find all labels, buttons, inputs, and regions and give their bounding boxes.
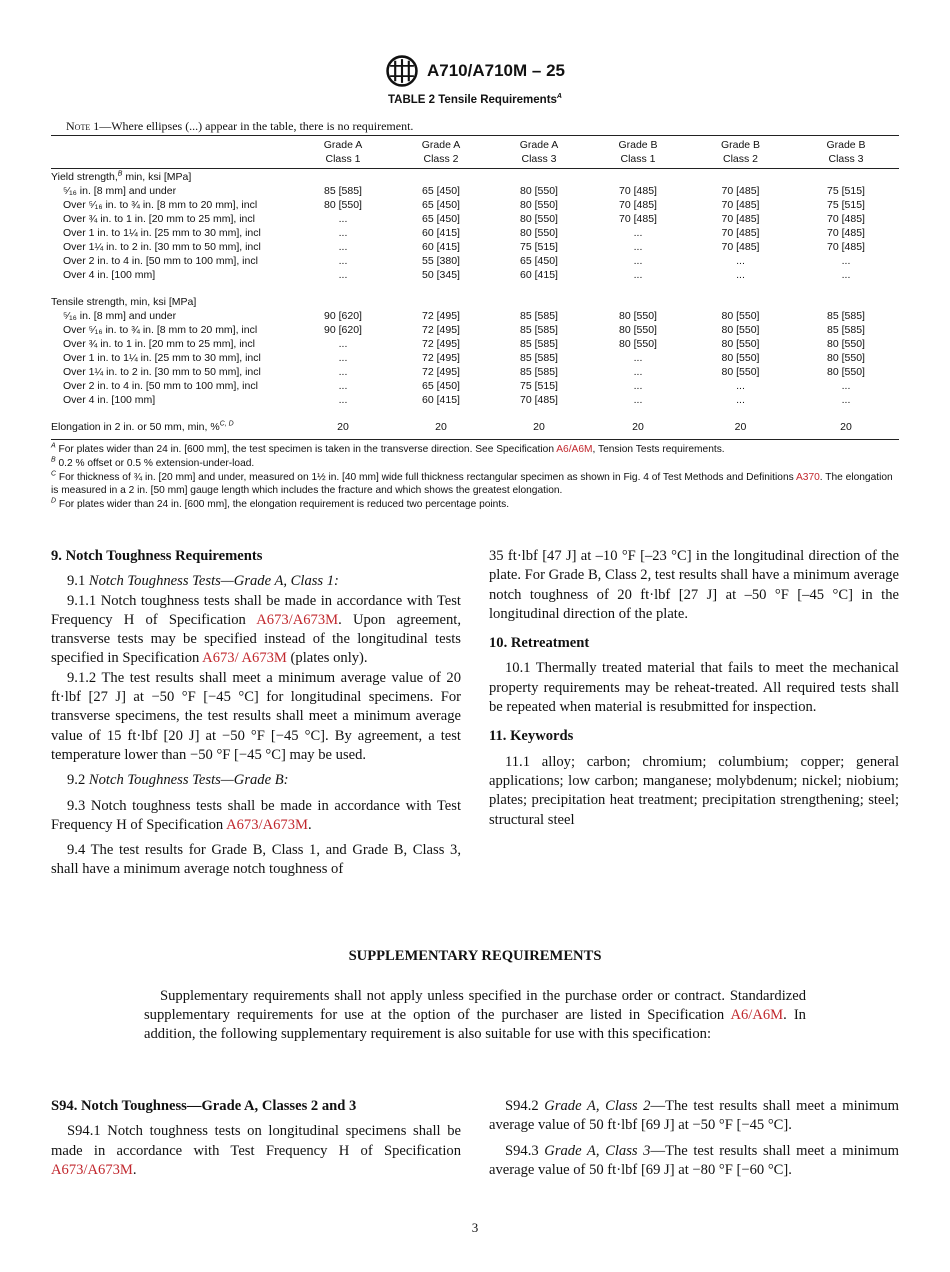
table-cell: 75 [515] — [827, 185, 865, 197]
column-header: Grade B Class 2 — [720, 139, 761, 165]
paragraph-9-1-1: 9.1.1 Notch toughness tests shall be made in accordance with Test Frequency H of Specification A673/A673M. Upon agreement, transverse tests may be specified instead of the longitudinal tests specified in Specification A673/ A673M (plates only). — [51, 592, 461, 667]
s94-left-column — [51, 1097, 461, 1180]
table-cell: 55 [380] — [422, 255, 460, 267]
table-cell: ... — [338, 338, 348, 350]
table-cell: 85 [585] — [520, 310, 558, 322]
paragraph-10-1: 10.1 Thermally treated material that fails to meet the mechanical property requirements may be reheat-treated. All required tests shall be repeated when material is resubmitted for inspection. — [489, 660, 899, 716]
tensile-row — [51, 379, 899, 393]
table-cell: ... — [338, 366, 348, 378]
right-column — [489, 547, 899, 830]
yield-row — [51, 254, 899, 268]
supplementary-title: SUPPLEMENTARY REQUIREMENTS — [348, 948, 602, 964]
table-cell: 85 [585] — [520, 366, 558, 378]
table-cell: 72 [495] — [422, 310, 460, 322]
table-cell: ... — [736, 380, 745, 392]
table-cell: 80 [550] — [520, 227, 558, 239]
row-label: Over 1 in. to 1¼ in. [25 mm to 30 mm], incl — [63, 352, 261, 364]
paragraph-11-1: 11.1 alloy; carbon; chromium; columbium; copper; general applications; low carbon; manganese; molybdenum; nickel; niobium; plates; precipitation heat treatment; precipitation strengthening; steel; structural steel — [489, 753, 899, 828]
link-a673[interactable]: A673/ A673M — [202, 650, 287, 667]
table-cell: 75 [515] — [520, 380, 558, 392]
yield-row — [51, 198, 899, 212]
paragraph-9-2: 9.2 Notch Toughness Tests—Grade B: — [67, 772, 289, 789]
row-label: Over ¾ in. to 1 in. [20 mm to 25 mm], incl — [63, 213, 255, 225]
yield-row — [51, 240, 899, 254]
table-cell: 80 [550] — [827, 352, 865, 364]
yield-row — [51, 212, 899, 226]
table-cell: 80 [550] — [827, 366, 865, 378]
table-cell: 70 [485] — [827, 227, 865, 239]
table-cell: 20 — [840, 421, 852, 433]
table-cell: 85 [585] — [827, 310, 865, 322]
s94-right-column — [489, 1097, 899, 1180]
table-cell: 70 [485] — [827, 213, 865, 225]
s94-heading: S94. Notch Toughness—Grade A, Classes 2 and 3 — [51, 1098, 357, 1114]
table-top-rule — [51, 135, 899, 136]
row-label: Over 4 in. [100 mm] — [63, 269, 156, 281]
link-a673[interactable]: A673/A673M — [226, 816, 308, 833]
left-column — [51, 547, 461, 880]
table-cell: ... — [633, 352, 643, 364]
table-bottom-rule — [51, 439, 899, 440]
table-cell: 80 [550] — [520, 213, 558, 225]
table-cell: 80 [550] — [827, 338, 865, 350]
column-header: Grade A Class 1 — [323, 139, 363, 165]
table-cell: 80 [550] — [721, 324, 760, 336]
footnote-a: $^A$ For plates wider than 24 in. [600 mm], the test specimen is taken in the transverse direction. See Specification A6/A6M, Tension Tests requirements. — [51, 442, 725, 455]
table-cell: ... — [338, 269, 348, 281]
row-label: Elongation in 2 in. or 50 mm, min, %$^{C, D}$ — [51, 420, 234, 433]
column-header: Grade B Class 3 — [826, 139, 866, 165]
table-cell: ... — [633, 380, 643, 392]
table-cell: 70 [485] — [619, 185, 657, 197]
table-cell: 70 [485] — [619, 199, 657, 211]
table-cell: 70 [485] — [721, 213, 760, 225]
table-cell: 70 [485] — [520, 394, 558, 406]
row-label: Over ⁵⁄₁₆ in. to ¾ in. [8 mm to 20 mm], incl — [63, 199, 258, 211]
table-cell: ... — [736, 394, 745, 406]
document-id: A710/A710M – 25 — [427, 61, 565, 80]
paragraph-9-1: 9.1 Notch Toughness Tests—Grade A, Class 1: — [67, 573, 339, 590]
table-cell: 90 [620] — [324, 310, 362, 322]
row-label: Over 1¼ in. to 2 in. [30 mm to 50 mm], incl — [63, 241, 261, 253]
table-cell: ... — [338, 394, 348, 406]
table-cell: 65 [450] — [520, 255, 558, 267]
table-cell: 60 [415] — [422, 394, 460, 406]
paragraph-9-3: 9.3 Notch toughness tests shall be made in accordance with Test Frequency H of Specification A673/A673M. — [51, 797, 461, 833]
table-cell: ... — [338, 255, 348, 267]
table-cell: 75 [515] — [827, 199, 865, 211]
table-cell: 80 [550] — [520, 199, 558, 211]
footnote-c: $^C$ For thickness of ¾ in. [20 mm] and under, measured on 1½ in. [40 mm] wide full thickness rectangular specimen as shown in Fig. 4 of Test Methods and Definitions A370. The elongation is measured in a 2 in. [50 mm] gauge length which includes the fracture and which shows the greatest elongation. — [51, 470, 893, 497]
table-cell: 72 [495] — [422, 366, 460, 378]
page-header — [0, 54, 950, 88]
table-cell: 80 [550] — [324, 199, 362, 211]
row-label: ⁵⁄₁₆ in. [8 mm] and under — [63, 310, 177, 322]
table-cell: 85 [585] — [324, 185, 362, 197]
table-cell: ... — [338, 227, 348, 239]
astm-logo-icon — [385, 54, 419, 88]
table-cell: 80 [550] — [721, 310, 760, 322]
table-cell: ... — [338, 213, 348, 225]
table-cell: ... — [736, 269, 745, 281]
table-cell: 70 [485] — [619, 213, 657, 225]
row-label: Over 2 in. to 4 in. [50 mm to 100 mm], incl — [63, 255, 258, 267]
yield-row — [51, 184, 899, 198]
table-cell: 70 [485] — [721, 227, 760, 239]
row-label: Over 4 in. [100 mm] — [63, 394, 156, 406]
tensile-row — [51, 309, 899, 323]
table-cell: 80 [550] — [619, 338, 657, 350]
table-cell: 85 [585] — [520, 338, 558, 350]
table-footnotes — [51, 443, 901, 512]
row-label: Over 1¼ in. to 2 in. [30 mm to 50 mm], incl — [63, 366, 261, 378]
section-10-heading: 10. Retreatment — [489, 635, 590, 652]
table-cell: 85 [585] — [827, 324, 865, 336]
table-note: Note 1—Where ellipses (...) appear in the table, there is no requirement. — [66, 119, 414, 133]
row-label: Over ¾ in. to 1 in. [20 mm to 25 mm], incl — [63, 338, 255, 350]
table-header-row — [51, 138, 899, 166]
table-cell: ... — [841, 255, 851, 267]
page-number: 3 — [471, 1220, 479, 1235]
table-cell: 20 — [435, 421, 447, 433]
tensile-row — [51, 337, 899, 351]
link-a673[interactable]: A673/A673M — [51, 1161, 133, 1178]
paragraph-9-4: 9.4 The test results for Grade B, Class 1, and Grade B, Class 3, shall have a minimum average notch toughness of — [51, 842, 461, 878]
table-cell: 70 [485] — [721, 241, 760, 253]
section-label: Tensile strength, min, ksi [MPa] — [51, 296, 197, 308]
footnote-b: $^B$ 0.2 % offset or 0.5 % extension-under-load. — [51, 456, 255, 469]
table-cell: ... — [633, 269, 643, 281]
section-9-heading: 9. Notch Toughness Requirements — [51, 548, 263, 564]
table-cell: 70 [485] — [827, 241, 865, 253]
row-label: Over 1 in. to 1¼ in. [25 mm to 30 mm], incl — [63, 227, 261, 239]
row-label: ⁵⁄₁₆ in. [8 mm] and under — [63, 185, 177, 197]
paragraph-s94-2: S94.2 Grade A, Class 2—The test results shall meet a minimum average value of 50 ft·lbf [69 J] at −50 °F [−45 °C]. — [489, 1098, 899, 1134]
tensile-row — [51, 393, 899, 407]
table-cell: ... — [338, 380, 348, 392]
table-cell: ... — [841, 394, 851, 406]
table-cell: 65 [450] — [422, 185, 460, 197]
table-cell: ... — [841, 380, 851, 392]
tensile-row — [51, 351, 899, 365]
table-cell: ... — [338, 352, 348, 364]
table-cell: ... — [633, 227, 643, 239]
table-cell: ... — [633, 394, 643, 406]
table-cell: 75 [515] — [520, 241, 558, 253]
yield-row — [51, 226, 899, 240]
table-cell: 80 [550] — [721, 338, 760, 350]
tensile-strength-header-row — [51, 295, 899, 309]
table-cell: ... — [338, 241, 348, 253]
paragraph-9-4-continued: 35 ft·lbf [47 J] at –10 °F [–23 °C] in the longitudinal direction of the plate. For Grade B, Class 2, test results shall have a minimum average notch toughness of 20 ft·lbf [27 J] at –50 °F [–45 °C] in the longitudinal direction of the plate. — [489, 548, 899, 622]
table-cell: ... — [633, 366, 643, 378]
table-title: TABLE 2 Tensile Requirements$^A$ — [388, 93, 562, 106]
yield-row — [51, 268, 899, 282]
table-cell: 80 [550] — [721, 366, 760, 378]
tensile-row — [51, 323, 899, 337]
table-cell: 80 [550] — [619, 310, 657, 322]
table-cell: 20 — [337, 421, 349, 433]
table-cell: 72 [495] — [422, 352, 460, 364]
table-cell: 70 [485] — [721, 199, 760, 211]
table-cell: 65 [450] — [422, 199, 460, 211]
table-cell: ... — [633, 241, 643, 253]
table-cell: 70 [485] — [721, 185, 760, 197]
table-cell: 50 [345] — [422, 269, 460, 281]
elongation-row — [51, 420, 899, 434]
link-a370[interactable]: A370 — [796, 471, 820, 483]
footnote-d: $^D$ For plates wider than 24 in. [600 mm], the elongation requirement is reduced two percentage points. — [51, 497, 510, 511]
table-cell: 85 [585] — [520, 324, 558, 336]
supplementary-intro: Supplementary requirements shall not apply unless specified in the purchase order or contract. Standardized supplementary requirements for use at the option of the purchaser are listed in Specification A6/A6M. In addition, the following supplementary requirement is also suitable for use with this specification: — [144, 988, 806, 1042]
table-cell: 72 [495] — [422, 338, 460, 350]
table-cell: 80 [550] — [520, 185, 558, 197]
table-cell: 65 [450] — [422, 380, 460, 392]
row-label: Over ⁵⁄₁₆ in. to ¾ in. [8 mm to 20 mm], incl — [63, 324, 258, 336]
table-cell: ... — [736, 255, 745, 267]
table-cell: 20 — [632, 421, 644, 433]
row-label: Over 2 in. to 4 in. [50 mm to 100 mm], incl — [63, 380, 258, 392]
table-cell: 80 [550] — [619, 324, 657, 336]
table-cell: 90 [620] — [324, 324, 362, 336]
table-cell: 65 [450] — [422, 213, 460, 225]
column-header: Grade A Class 3 — [519, 139, 559, 165]
table-cell: 85 [585] — [520, 352, 558, 364]
table-cell: ... — [841, 269, 851, 281]
table-cell: 20 — [533, 421, 545, 433]
link-a6-a6m[interactable]: A6/A6M — [556, 444, 593, 455]
paragraph-9-1-2: 9.1.2 The test results shall meet a minimum average value of 20 ft·lbf [27 J] at −50 °F [−45 °C] for longitudinal specimens. For transverse specimens, the test results shall meet a minimum average value of 15 ft·lbf [20 J] at −50 °F [−45 °C]. By agreement, a test temperature lower than −50 °F [−45 °C] may be used. — [51, 669, 461, 763]
column-header: Grade B Class 1 — [618, 139, 658, 165]
table-cell: 60 [415] — [422, 227, 460, 239]
paragraph-s94-3: S94.3 Grade A, Class 3—The test results shall meet a minimum average value of 50 ft·lbf [69 J] at −80 °F [−60 °C]. — [489, 1142, 899, 1178]
table-cell: 20 — [734, 421, 747, 433]
table-cell: ... — [633, 255, 643, 267]
section-11-heading: 11. Keywords — [489, 728, 574, 745]
table-cell: 60 [415] — [520, 269, 558, 281]
table-cell: 80 [550] — [721, 352, 760, 364]
link-a673[interactable]: A673/A673M — [256, 611, 339, 628]
table-cell: 72 [495] — [422, 324, 460, 336]
column-header: Grade A Class 2 — [421, 139, 461, 165]
tensile-requirements-table — [51, 138, 899, 434]
tensile-row — [51, 365, 899, 379]
link-a6-a6m[interactable]: A6/A6M — [730, 1007, 784, 1023]
table-cell: 60 [415] — [422, 241, 460, 253]
yield-strength-header-row: Yield strength,$^B$ min, ksi [MPa] — [51, 170, 192, 183]
paragraph-s94-1: S94.1 Notch toughness tests on longitudinal specimens shall be made in accordance with Test Frequency H of Specification A673/A673M. — [51, 1123, 461, 1178]
